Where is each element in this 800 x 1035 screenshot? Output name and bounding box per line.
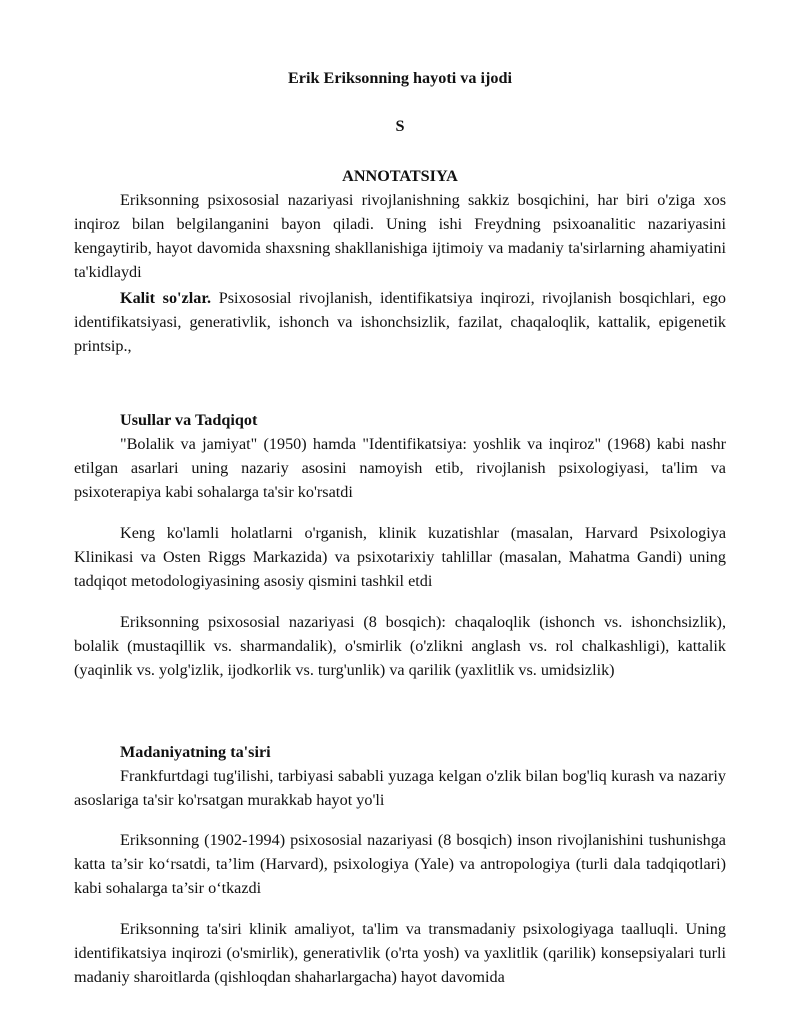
section-heading-methods: Usullar va Tadqiqot — [120, 411, 258, 429]
culture-paragraph-1-block — [74, 764, 726, 812]
methods-paragraph-1: "Bolalik va jamiyat" (1950) hamda "Identifikatsiya: yoshlik va inqiroz" (1968) kabi nashr etilgan asarlari uning nazariy asosini namoyish etib, rivojlanish psixologiyasi, ta'lim va psixoterapiya kabi sohalarga ta'sir ko'rsatdi — [74, 435, 726, 501]
methods-paragraph-2-block — [74, 521, 726, 593]
section-letter: S — [395, 117, 405, 135]
keywords-paragraph — [74, 286, 726, 358]
keywords-block — [74, 286, 726, 358]
methods-paragraph-3-block — [74, 610, 726, 682]
culture-paragraph-3-block — [74, 917, 726, 989]
culture-paragraph-3: Eriksonning ta'siri klinik amaliyot, ta'lim va transmadaniy psixologiyaga taalluqli. Uning identifikatsiya inqirozi (o'smirlik), generativlik (o'rta yosh) va yaxlitlik (qarilik) konsepsiyalari turli madaniy sharoitlarda (qishloqdan shaharlargacha) hayot davomida — [74, 920, 726, 986]
keywords-text: Psixososial rivojlanish, identifikatsiya inqirozi, rivojlanish bosqichlari, ego identifikatsiyasi, generativlik, ishonch va ishonchsizlik, fazilat, chaqaloqlik, kattalik, epigenetik printsip., — [74, 289, 727, 355]
annotation-block — [74, 188, 726, 284]
culture-paragraph-1: Frankfurtdagi tug'ilishi, tarbiyasi sababli yuzaga kelgan o'zlik bilan bog'liq kurash va nazariy asoslariga ta'sir ko'rsatgan murakkab hayot yo'li — [74, 767, 726, 809]
methods-paragraph-1-block — [74, 432, 726, 504]
methods-paragraph-2: Keng ko'lamli holatlarni o'rganish, klinik kuzatishlar (masalan, Harvard Psixologiya Klinikasi va Osten Riggs Markazida) va psixotarixiy tahlillar (masalan, Mahatma Gandi) uning tadqiqot metodologiyasining asosiy qismini tashkil etdi — [74, 524, 726, 590]
document-title: Erik Eriksonning hayoti va ijodi — [288, 69, 512, 87]
culture-paragraph-2-block — [74, 828, 726, 900]
section-heading-culture: Madaniyatning ta'siri — [120, 743, 271, 761]
culture-paragraph-2: Eriksonning (1902-1994) psixososial nazariyasi (8 bosqich) inson rivojlanishini tushunishga katta ta’sir ko‘rsatdi, ta’lim (Harvard), psixologiya (Yale) va antropologiya (turli dala tadqiqotlari) kabi sohalarga ta’sir o‘tkazdi — [74, 831, 726, 897]
annotation-paragraph: Eriksonning psixososial nazariyasi rivojlanishning sakkiz bosqichini, har biri o'ziga xos inqiroz bilan belgilanganini bayon qiladi. Uning ishi Freydning psixoanalitic nazariyasini kengaytirib, hayot davomida shaxsning shakllanishiga ijtimoiy va madaniy ta'sirlarning ahamiyatini ta'kidlaydi — [74, 191, 726, 281]
annotation-heading: ANNOTATSIYA — [342, 167, 458, 185]
methods-paragraph-3: Eriksonning psixososial nazariyasi (8 bosqich): chaqaloqlik (ishonch vs. ishonchsizlik), bolalik (mustaqillik vs. sharmandalik), o'smirlik (o'zlikni anglash vs. rol chalkashligi), kattalik (yaqinlik vs. yolg'izlik, ijodkorlik vs. turg'unlik) va qarilik (yaxlitlik vs. umidsizlik) — [74, 613, 726, 679]
keywords-label: Kalit so'zlar. — [120, 289, 212, 307]
